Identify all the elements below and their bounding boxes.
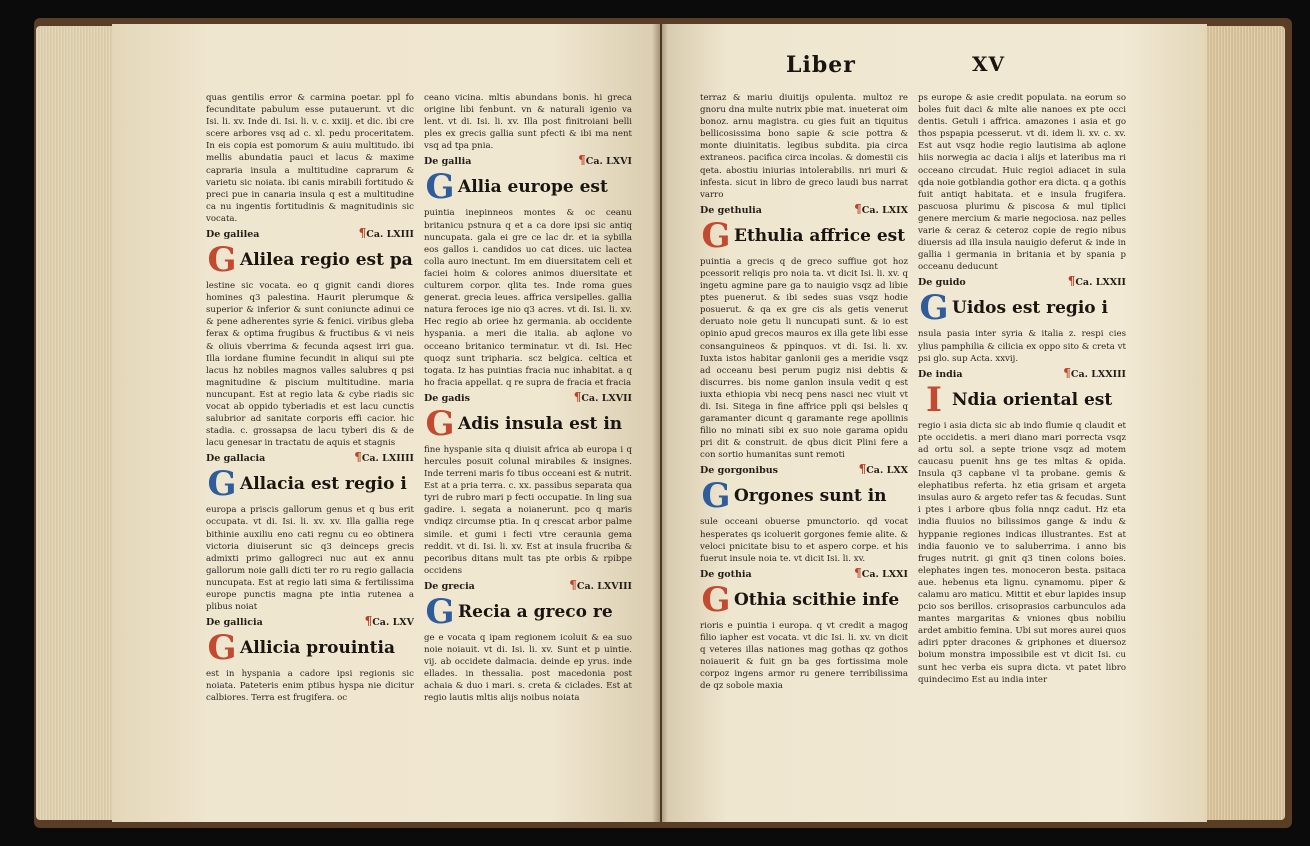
- entry-heading-gothia: De gothia ¶Ca. LXXI: [700, 565, 908, 580]
- entry-heading-gallia: De gallia ¶Ca. LXVI: [424, 153, 632, 168]
- red-initial-icon: G: [207, 240, 237, 281]
- column-1-intro: quas gentilis error & carmina poetar. ppl fo fecunditate pabulum esse putauerunt. vt dic Isi. li. xv. Inde di. Isi. li. v. c. xxiij. et dic. ibi cre scere arbores vsq ad c. xl. pedu proceritatem. In eis copia est pomorum & auiu multitudo. ibi mellis abundatia pauci et lacus & maxime capraria insula a multitudine caprarum & varietu sic noiata. ibi canis mirabili fortitudo & preci pue in canaria insula q est a multitudine ca nu ingentis fortitudinis & magnitudinis sic vocata.: [206, 93, 414, 224]
- entry-heading-grecia: De grecia ¶Ca. LXVIII: [424, 577, 632, 592]
- page-edges-right: [1205, 26, 1285, 820]
- paragraph-mark-icon: ¶: [1067, 274, 1076, 289]
- entry-text-gethulia: puintia a grecis q de greco suffiue got hoz pcessorit reliqis pro noia ta. vt dicit Isi. li. xv. q ingetu agmine pare ga to nauigio vsqz ad libie ptes puenerut. & ibi sedes suas vsqz hodie posuerut. & qa ex gre cis als getis venerut deruato noie getu li nuncupati sunt. & io est opinio apud grecos mauros ex illa gete libi esse consanguineos & ppinquos. vt di. Isi. li. xv. Iuxta istos habitar ganlonii ges a meridie vsqz ad occeanu besi perum pugiz nisi debtis & discurres. bis nome ganlon insula vedit q est iuxta ethiopia vbi necq pens nasci nec viuit vt di. Isi. Sitega in fine affrice ppli qsi belsles q garamanter dicunt q garamante rege apollinis filio no minati sibi ex suo noie garama opidu pri dit & construit. de qbus dicit Plini fere a con sortio humanitas sunt remoti: [700, 256, 908, 461]
- entry-heading-gorgonibus: De gorgonibus ¶Ca. LXX: [700, 462, 908, 477]
- entry-title-gorgonibus: G Orgones sunt in: [701, 476, 887, 517]
- entry-heading-india: De india ¶Ca. LXXIII: [918, 365, 1126, 380]
- paragraph-mark-icon: ¶: [364, 614, 373, 629]
- red-initial-icon: I: [926, 379, 942, 420]
- column-1: [206, 92, 414, 722]
- entry-title-gallia: G Allia europe est: [425, 167, 608, 208]
- entry-title-grecia: G Recia a greco re: [425, 591, 613, 632]
- paragraph-mark-icon: ¶: [858, 462, 867, 477]
- paragraph-mark-icon: ¶: [358, 226, 367, 241]
- entry-heading-gadis: De gadis ¶Ca. LXVII: [424, 389, 632, 404]
- entry-text-gallacia: europa a priscis gallorum genus et q bus erit occupata. vt di. Isi. li. xv. xv. Illa gallia rege bithinie auxiliu eno cati regnu cu eo obtinera victoria diuiserunt sic q3 deinceps grecis admixti primo gallogreci nuc aut ex annu gallorum noie galli dicti ter ro ru regio gallacia nuncupata. Est at regio lati sima & fertilissima europe punctis magna pte intia rutenea a plibus noiat: [206, 505, 414, 613]
- red-initial-icon: G: [701, 579, 731, 620]
- paragraph-mark-icon: ¶: [854, 565, 862, 580]
- blue-initial-icon: G: [207, 464, 237, 505]
- entry-text-guido: nsula pasia inter syria & italia z. respi cies ylius pamphilia & cilicia ex oppo sito & creta vt psi glo. sup Acta. xxvij.: [918, 329, 1126, 364]
- paragraph-mark-icon: ¶: [354, 450, 362, 465]
- red-initial-icon: G: [701, 215, 731, 256]
- paragraph-mark-icon: ¶: [854, 201, 862, 216]
- entry-title-guido: G Uidos est regio i: [919, 288, 1108, 329]
- paragraph-mark-icon: ¶: [578, 153, 586, 168]
- blue-initial-icon: G: [425, 591, 455, 632]
- entry-text-india: regio i asia dicta sic ab indo flumie q claudit et pte occidetis. a meri diano mari porrecta vsqz ad ortu sol. a septe trione vsqz ad motem caucasu puenit hns ge tes mltas & opida. Insula q3 capbane vl ta probane. gemis & elephatibus referta. hz etia grisam et argeta insulas auro & argeto refer tas & fecudas. Sunt i ptes i arbore qbus folia nnqz cadut. Hz eta india fluuios no bilissimos gange & indu & hyppanie regiones indicas illustrantes. Est at india fauonio ve to saluberrima. i anno bis fruges nutrit. gi gnit q3 tinen colons boies. elephates ingen tes. monoceron besta. psitaca aue. hebenus eta lignu. cynamomu. piper & calamu aro maticu. Mittit et ebur lapides insup pcio sos berillos. crisoprasios carbunculos ada mantes margaritas & vniones qbus nobiliu ardet ambitio femina. Ubi sut mores aurei quos adiri ppter dracones & griphones et diuersoz boium monstra impossibile est vt dicit Isi. cu sunt hec verba eis supra dicta. vt patet libro quindecimo Est au india inter: [918, 420, 1126, 685]
- entry-title-india: I Ndia oriental est: [918, 382, 1126, 418]
- running-head-liber: Liber: [786, 52, 856, 78]
- entry-text-gallia: puintia inepinneos montes & oc ceanu britanicu pstnura q et a ca dore ipsi sic antiq nuncupata. gala ei gre ce lac dr. et ia sybilla eos gallos i. candidos uo cat dices. uic lactea colla auro inectunt. Im em diuersitatem celi et faciei hoim & colores animos diuersitate et culturem corpor. qlita tes. Inde roma gues generat. grecia leues. affrica versipelles. gallia natura feroces ige nio q3 acres. vt di. Isi. li. xv. Hec regio ab oriee hz germania. ab occidente hyspania. a meri die italia. ab aqlone vo occeano britanico terminatur. vt di. Isi. Hec quoqz sunt tripharia. scz belgica. celtica et togata. Iz has puintias fracia nuc inhabitat. a q ho fracia appellat. q re supra de fracia et fracia: [424, 208, 632, 388]
- column-4: [918, 92, 1126, 717]
- entry-text-grecia: ge e vocata q ipam regionem icoluit & ea suo noie noiauit. vt di. Isi. li. xv. Sunt et p uintie. vij. ab occidete dalmacia. deinde ep yrus. inde ellades. in thessalia. post macedonia post achaia & duo i mari. s. creta & ciclades. Est at regio lautis mltis alijs noibus noiata: [424, 632, 632, 704]
- blue-initial-icon: G: [425, 167, 455, 208]
- page-edges-left: [36, 26, 116, 820]
- entry-title-gallicia: G Allicia prouintia: [207, 628, 395, 669]
- column-3: [700, 92, 908, 717]
- paragraph-mark-icon: ¶: [573, 389, 582, 404]
- entry-heading-galilea: De galilea ¶Ca. LXIII: [206, 226, 414, 241]
- entry-heading-gallicia: De gallicia ¶Ca. LXV: [206, 614, 414, 629]
- paragraph-mark-icon: ¶: [569, 577, 577, 592]
- column-2-intro: ceano vicina. mltis abundans bonis. hi greca origine libi fenbunt. vn & naturali igenio va lent. vt di. Isi. li. xv. Illa post finitroiani belli ples ex grecis gallia sunt pfecti & ibi ma nent vsq ad tpa pnia.: [424, 93, 632, 152]
- entry-text-gallicia: est in hyspania a cadore ipsi regionis sic noiata. Pateteris enim ptibus hyspa nie dicitur calbiores. Terra est frugifera. oc: [206, 669, 414, 704]
- entry-title-gadis: G Adis insula est in: [425, 403, 623, 444]
- entry-title-galilea: G Alilea regio est pa: [207, 240, 413, 281]
- entry-title-gethulia: G Ethulia affrice est: [701, 215, 906, 256]
- entry-text-gothia: rioris e puintia i europa. q vt credit a magog filio iapher est vocata. vt dic Isi. li. xv. vn dicit q veteres illas nationes mag gothas qz gothos noiauerit & fuit gn ba ges fortissima mole corpoz ingens armor ru genere terribilissima de qz sobole maxia: [700, 620, 908, 692]
- red-initial-icon: G: [425, 403, 455, 444]
- column-4-intro: ps europe & asie credit populata. na eorum so boles fuit daci & mlte alie nanoes ex pte occi dentis. Getuli i affrica. amazones i asia et go thos pspapia pcesserut. vt di. idem li. xv. c. xv. Est aut vsqz hodie regio lautisima ab aqlone hiis norwegia ac dacia i alijs et lateribus ma ri occeano circudat. Huic regioi adiacet in sula qda noie gotblandia gothor era dicta. q a gothis fuit antiqt habitata. et e insula frugifera. pascuosa plurimu & piscosa & mul tiplici genere mercium & marie negociosa. naz pelles varie & ceraz & ceteroz copie de regio nibus diuersis ad illa insula nauigio deferut & inde in gallia i germania in britania et by spania p occeanu deducunt: [918, 93, 1126, 273]
- column-3-intro: terraz & mariu diuitijs opulenta. multoz re gnoru dna multe nutrix pbie mat. inueterat oim bonoz. arnu magistra. cu gies fuit an tiquitus bellicosissima bono sapie & scie pottra & monte diuinitatis. legibus subdita. pia circa extraneos. pacifica circa incolas. & domestii cis qeta. abostiu iniurias intolerabilis. nri muri & infesta. sicut in libro de greco laudi bus narrat varro: [700, 93, 908, 200]
- entry-title-gallacia: G Allacia est regio i: [207, 464, 407, 505]
- running-head-folio: XV: [972, 52, 1006, 76]
- entry-text-galilea: lestine sic vocata. eo q gignit candi diores homines q3 palestina. Haurit plerumque & superior & inferior & sunt coniuncte adinui ce & pene adherentes syrie & fenici. viribus gleba ferax & optima frugibus & fructibus & vi neis & oliuis vberrima & fecunda aqsest irri gua. Illa iordane flumine fecundit in aliqui sui pte lacus hz nobiles magnos valles salubres q psi magnitudine & piscium multitudine. maria nuncupant. Est at regio lata & cybe riadis sic vocat ab oppido tyberiadis et est lacu cunctis salubrior ad sanitate corporis effi cacior. hic stadia. c. grossapsa de lacu tyberi dis & de lacu genesar in tractatu de aquis et stagnis: [206, 281, 414, 449]
- blue-initial-icon: G: [919, 288, 949, 329]
- entry-text-gadis: fine hyspanie sita q diuisit africa ab europa i q hercules posuit colunal mirabiles & insignes. Inde terreni maris fo tibus occeani est & nutrit. Est at a pria terra. c. xx. passibus separata qua tyri de rubro mari p fecti occupatie. In ling sua gadire. i. segata a noianerunt. pco q maris vndiqz circumse ptia. In q crescat arbor palme simile. et gumi i fecti vtre ceraunia gema reddit. vt di. Isi. li. xv. Est at insula frucriba & pecoribus ditans mult tas pte orbis & rpibpe occidens: [424, 444, 632, 576]
- entry-title-gothia: G Othia scithie infe: [701, 579, 900, 620]
- entry-heading-guido: De guido ¶Ca. LXXII: [918, 274, 1126, 289]
- entry-heading-gethulia: De gethulia ¶Ca. LXIX: [700, 201, 908, 216]
- red-initial-icon: G: [207, 628, 237, 669]
- column-2: [424, 92, 632, 722]
- paragraph-mark-icon: ¶: [1063, 365, 1071, 380]
- book-gutter: [652, 24, 668, 822]
- blue-initial-icon: G: [701, 476, 731, 517]
- entry-text-gorgonibus: sule occeani obuerse pmunctorio. qd vocat hesperates qs icoluerit gorgones femie alite. & veloci pnicitate bisu to et aspero corpe. et his fuerut insule noia te. vt dicit Isi. li. xv.: [700, 517, 908, 564]
- entry-heading-gallacia: De gallacia ¶Ca. LXIIII: [206, 450, 414, 465]
